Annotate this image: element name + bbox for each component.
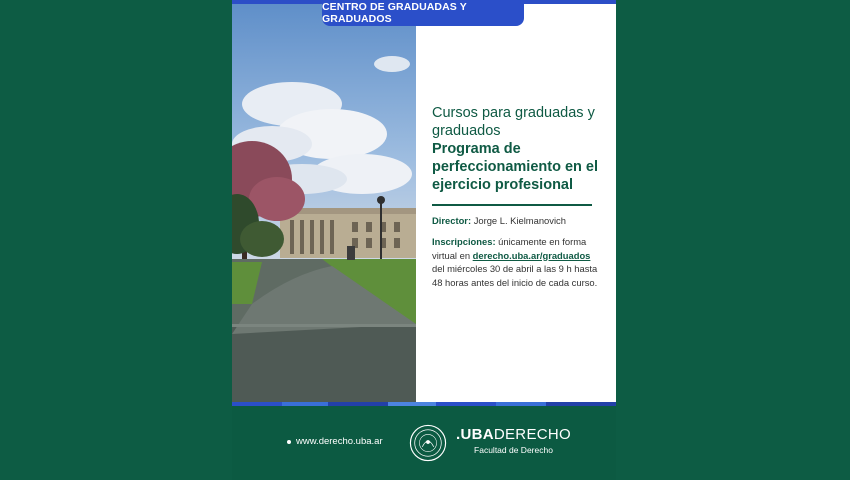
inscripciones-text-2: del miércoles 30 de abril a las 9 h hasta 48 horas antes del inicio de cada curso.: [432, 263, 598, 288]
building-photo: [232, 4, 416, 402]
card-content: [432, 104, 604, 289]
inscripciones-text-1: únicamente en forma virtual en: [432, 236, 587, 261]
brand-block: [456, 426, 571, 456]
director-line: [432, 214, 604, 228]
course-subtitle: Cursos para graduadas y graduados: [432, 105, 595, 139]
graduados-link[interactable]: derecho.uba.ar/graduados: [472, 249, 591, 261]
header-tab: CENTRO DE GRADUADAS Y GRADUADOS: [322, 0, 524, 26]
website-line: [287, 436, 383, 447]
poster: [232, 0, 616, 480]
brand-prefix: .UBA: [456, 426, 494, 443]
inscripciones-label: Inscripciones:: [432, 236, 496, 247]
info-card: [416, 4, 616, 402]
brand-wordmark: [456, 426, 571, 444]
footer: [232, 406, 616, 480]
director-label: Director:: [432, 214, 472, 226]
program-title: Programa de perfeccionamiento en el ejercicio profesional: [432, 141, 598, 193]
faculty-name: Facultad de Derecho: [474, 445, 553, 455]
brand-suffix: DERECHO: [493, 426, 571, 443]
director-name: Jorge L. Kielmanovich: [473, 214, 566, 226]
inscripciones-paragraph: [432, 235, 604, 289]
faculty-seal-icon: [409, 424, 447, 462]
website-link[interactable]: www.derecho.uba.ar: [296, 436, 383, 447]
bullet-icon: [287, 440, 291, 444]
title-divider: [432, 204, 592, 206]
